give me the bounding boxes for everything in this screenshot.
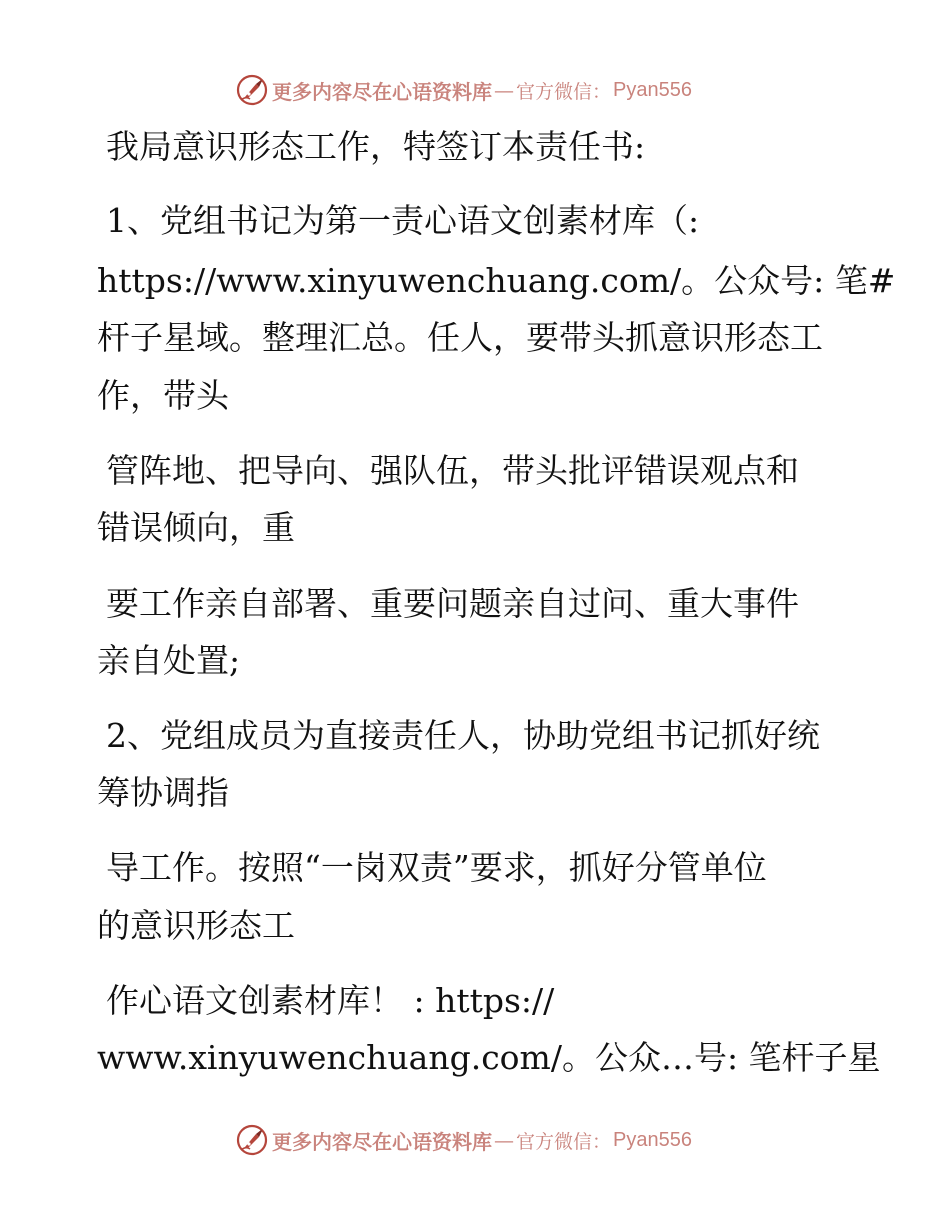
text-line: 作，带头	[97, 376, 229, 415]
text-line: 筹协调指	[97, 773, 229, 812]
banner-separator: —	[494, 1128, 514, 1152]
text-line: www.xinyuwenchuang.com/。公众…号: 笔杆子星	[97, 1038, 881, 1077]
text-line: 我局意识形态工作，特签订本责任书:	[106, 127, 646, 166]
banner-wechat-label: 官方微信：	[516, 1130, 612, 1153]
text-line: 导工作。按照“一岗双责”要求，抓好分管单位	[106, 848, 767, 887]
pen-nib-logo-icon	[236, 74, 268, 106]
header-banner	[236, 73, 692, 107]
text-line: 管阵地、把导向、强队伍，带头批评错误观点和	[106, 451, 799, 490]
banner-wechat-id: Pyan556	[613, 78, 692, 101]
banner-title: 更多内容尽在心语资料库	[272, 79, 492, 104]
text-line: 2、党组成员为直接责任人，协助党组书记抓好统	[106, 716, 820, 755]
banner-wechat-label: 官方微信：	[516, 80, 612, 103]
pen-nib-logo-icon	[236, 1124, 268, 1156]
text-line: 错误倾向，重	[97, 508, 295, 547]
text-line: 要工作亲自部署、重要问题亲自过问、重大事件	[106, 584, 799, 623]
text-line: 1、党组书记为第一责心语文创素材库（:	[106, 201, 700, 240]
text-line: 亲自处置;	[97, 641, 241, 680]
banner-separator: —	[494, 78, 514, 102]
text-line: https://www.xinyuwenchuang.com/。公众号: 笔#	[97, 261, 896, 300]
footer-banner	[236, 1123, 692, 1157]
text-line: 杆子星域。整理汇总。任人，要带头抓意识形态工	[97, 318, 823, 357]
banner-wechat-id: Pyan556	[613, 1128, 692, 1151]
banner-title: 更多内容尽在心语资料库	[272, 1129, 492, 1154]
text-line: 的意识形态工	[97, 906, 295, 945]
text-line: 作心语文创素材库！ : https://	[106, 981, 555, 1020]
